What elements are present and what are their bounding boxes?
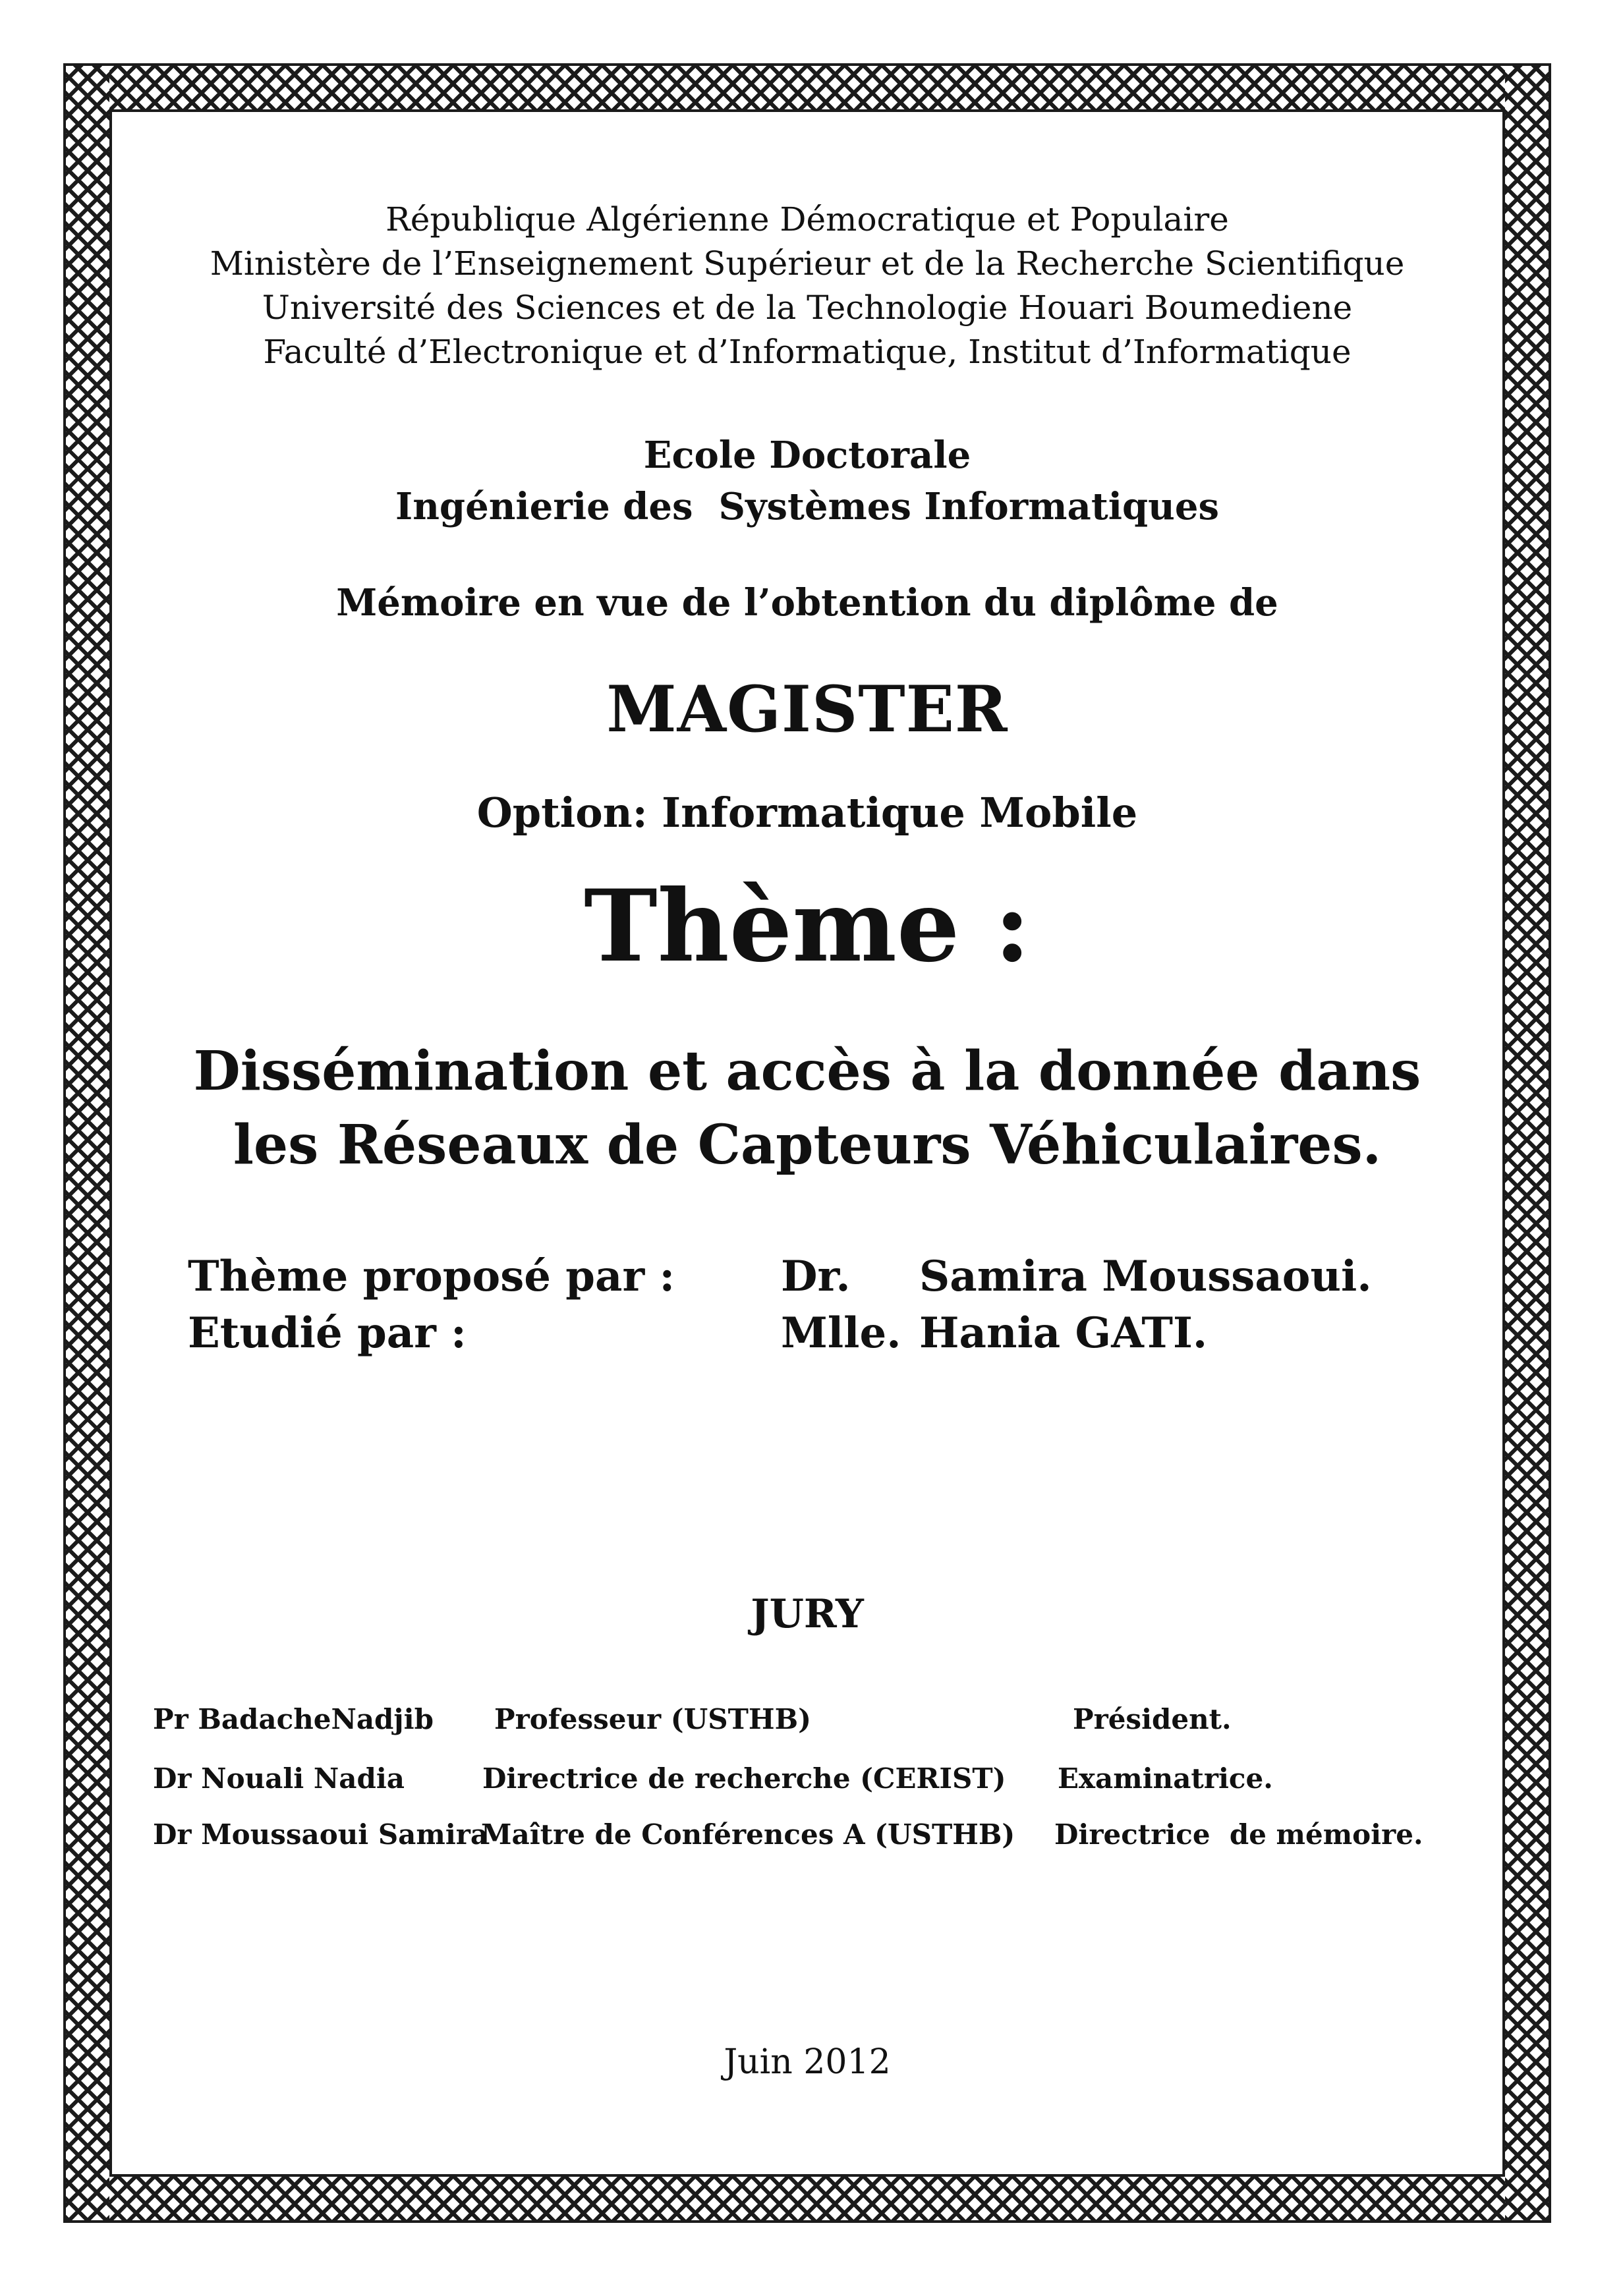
memoire-statement: Mémoire en vue de l’obtention du diplôme de — [336, 581, 1278, 625]
decorative-border-top — [66, 66, 1549, 109]
doctoral-school-name: Ecole Doctorale — [643, 434, 971, 477]
border-rule — [66, 2220, 1549, 2223]
header-line-ministry: Ministère de l’Enseignement Supérieur et de la Recherche Scientifique — [210, 244, 1405, 283]
jury-member-position: Professeur (USTHB) — [494, 1703, 811, 1735]
jury-member-name: Dr Moussaoui Samira — [153, 1818, 489, 1851]
institution-header — [112, 198, 1502, 374]
border-rule — [63, 63, 66, 2223]
doctoral-school-program: Ingénierie des Systèmes Informatiques — [395, 485, 1219, 528]
header-line-university: Université des Sciences et de la Technologie Houari Boumediene — [262, 289, 1353, 327]
header-line-republic: République Algérienne Démocratique et Populaire — [385, 200, 1229, 238]
decorative-border-right — [1505, 66, 1549, 2220]
jury-member-role: Directrice de mémoire. — [1054, 1818, 1423, 1851]
jury-member-name: Pr BadacheNadjib — [153, 1703, 434, 1735]
jury-member-name: Dr Nouali Nadia — [153, 1762, 405, 1795]
theme-label: Thème : — [584, 868, 1031, 984]
degree-option: Option: Informatique Mobile — [476, 789, 1138, 837]
jury-member-position: Maître de Conférences A (USTHB) — [481, 1818, 1015, 1851]
decorative-border-bottom — [66, 2177, 1549, 2220]
thesis-title-line-2: les Réseaux de Capteurs Véhiculaires. — [233, 1113, 1382, 1177]
jury-member-role: Examinatrice. — [1058, 1762, 1273, 1795]
jury-member-position: Directrice de recherche (CERIST) — [482, 1762, 1006, 1795]
thesis-title — [112, 1034, 1502, 1182]
border-rule — [66, 63, 1549, 66]
student-role: Etudié par : — [188, 1308, 467, 1358]
proposer-role: Thème proposé par : — [188, 1252, 675, 1301]
header-line-faculty: Faculté d’Electronique et d’Informatique, Institut d’Informatique — [263, 333, 1352, 371]
proposer-title: Dr. — [781, 1252, 851, 1301]
proposer-name: Samira Moussaoui. — [919, 1252, 1372, 1301]
student-title: Mlle. — [781, 1308, 901, 1358]
decorative-border-left — [66, 66, 109, 2220]
border-rule — [109, 2174, 1505, 2177]
jury-member-role: Président. — [1073, 1703, 1232, 1735]
thesis-title-line-1: Dissémination et accès à la donnée dans — [193, 1040, 1421, 1103]
jury-heading: JURY — [751, 1591, 864, 1637]
border-rule — [1549, 63, 1551, 2223]
doctoral-school — [112, 430, 1502, 532]
cover-content — [112, 112, 1502, 2174]
submission-date: Juin 2012 — [724, 2042, 891, 2082]
student-name: Hania GATI. — [919, 1308, 1208, 1358]
border-rule — [1502, 109, 1505, 2177]
degree-title: MAGISTER — [606, 672, 1008, 746]
